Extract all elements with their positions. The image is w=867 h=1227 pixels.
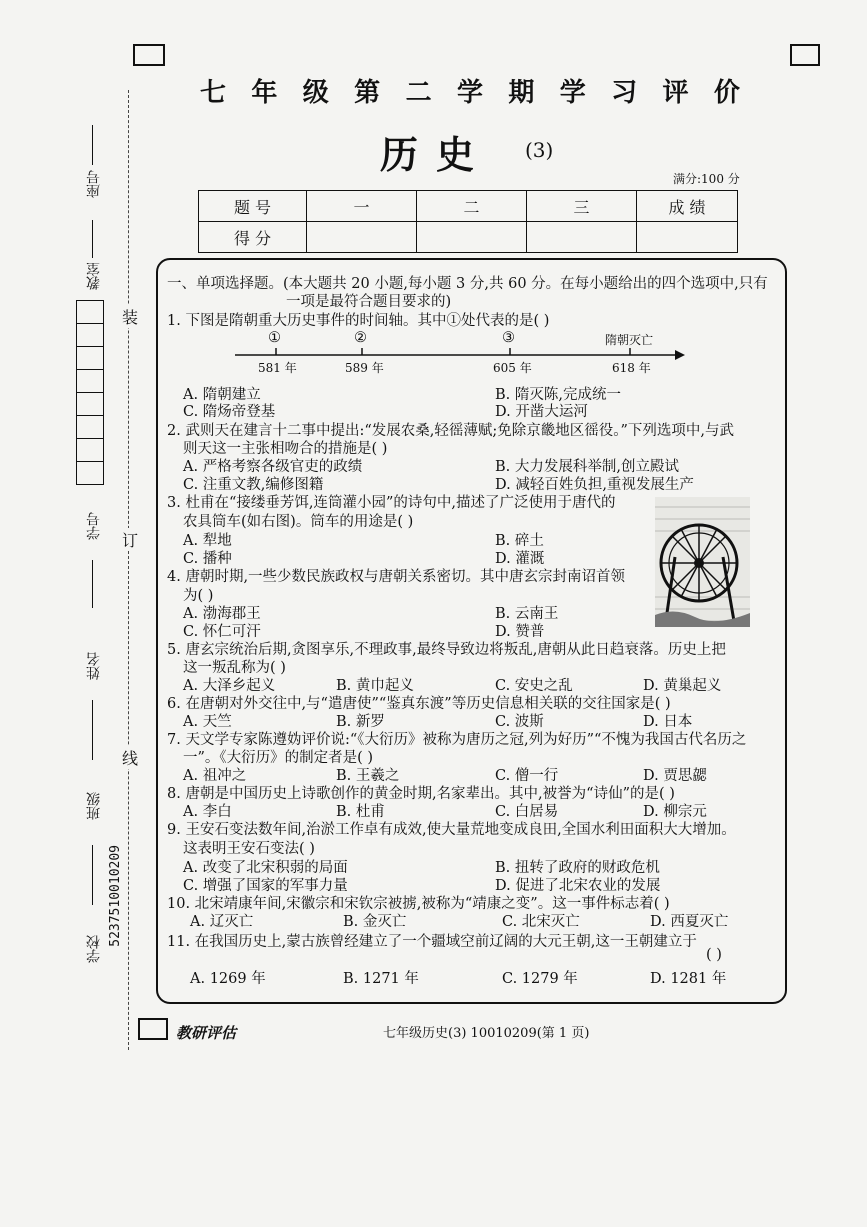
table-cell: 一	[307, 191, 417, 222]
corner-mark-left	[133, 44, 165, 66]
question-9-stem-cont: 这表明王安石变法( )	[183, 841, 315, 857]
option-d[interactable]: D. 柳宗元	[643, 804, 707, 820]
subject-title: 历史	[380, 132, 493, 177]
question-5-stem-cont: 这一叛乱称为( )	[183, 660, 286, 676]
timeline-year: 581 年	[258, 361, 297, 375]
student-id-line	[92, 560, 93, 608]
option-b[interactable]: B. 新罗	[336, 714, 385, 730]
table-cell: 成 绩	[637, 191, 738, 222]
full-score: 满分:100 分	[673, 172, 740, 186]
option-b[interactable]: B. 扭转了政府的财政危机	[495, 860, 660, 876]
option-d[interactable]: D. 日本	[643, 714, 693, 730]
option-c[interactable]: C. 注重文教,编修图籍	[183, 477, 324, 493]
option-d[interactable]: D. 灌溉	[495, 551, 545, 567]
score-table-header-row	[199, 191, 738, 222]
title-char: 学	[456, 78, 483, 108]
seat-label: 座号	[86, 170, 102, 198]
title-char: 二	[405, 78, 432, 108]
score-table-score-row	[199, 222, 738, 253]
title-char: 学	[559, 78, 586, 108]
corner-mark-right	[790, 44, 820, 66]
option-b[interactable]: B. 碎土	[495, 533, 544, 549]
school-label: 学校	[86, 935, 102, 963]
page-footer: 七年级历史(3) 10010209(第 1 页)	[383, 1026, 590, 1041]
option-b[interactable]: B. 云南王	[495, 606, 559, 622]
question-9-stem: 9. 王安石变法数年间,治淤工作卓有成效,使大量荒地变成良田,全国水利田面积大大增加。	[167, 822, 736, 838]
exam-number-grid	[76, 300, 104, 485]
question-7-stem: 7. 天文学专家陈遵妫评价说:“《大衍历》被称为唐历之冠,列为好历”“不愧为我国古代名历之	[167, 732, 747, 748]
timeline-year: 618 年	[612, 361, 651, 375]
score-input-cell[interactable]	[307, 222, 417, 253]
footer-mark	[138, 1018, 168, 1040]
title-char: 第	[354, 78, 381, 108]
section-heading-cont: 一项是最符合题目要求的)	[286, 294, 452, 310]
option-b[interactable]: B. 杜甫	[336, 804, 385, 820]
class-label: 班级	[86, 792, 102, 820]
option-b[interactable]: B. 王羲之	[336, 768, 400, 784]
binding-label-zhuang: 装	[122, 305, 138, 328]
option-a[interactable]: A. 天竺	[183, 714, 232, 730]
option-c[interactable]: C. 白居易	[495, 804, 559, 820]
option-a[interactable]: A. 李白	[183, 804, 232, 820]
timeline-mark-1: ①	[268, 330, 281, 346]
option-a[interactable]: A. 辽灭亡	[190, 914, 254, 930]
section-heading: 一、单项选择题。(本大题共 20 小题,每小题 3 分,共 60 分。在每小题给出的四个选项中,只有	[167, 276, 768, 292]
option-a[interactable]: A. 犁地	[183, 533, 232, 549]
timeline-year: 589 年	[345, 361, 384, 375]
seat-line	[92, 125, 93, 165]
paper-number: (3)	[525, 138, 554, 162]
option-a[interactable]: A. 1269 年	[190, 971, 266, 987]
option-c[interactable]: C. 播种	[183, 551, 232, 567]
question-7-stem-cont: 一”。《大衍历》的制定者是( )	[183, 750, 374, 766]
binding-label-xian: 线	[122, 746, 138, 769]
title-char: 评	[662, 78, 689, 108]
name-line	[92, 700, 93, 760]
question-5-stem: 5. 唐玄宗统治后期,贪图享乐,不理政事,最终导致边将叛乱,唐朝从此日趋衰落。历史上把	[167, 642, 726, 658]
option-b[interactable]: B. 隋灭陈,完成统一	[495, 387, 621, 403]
title-char: 期	[508, 78, 535, 108]
question-6-stem: 6. 在唐朝对外交往中,与“遣唐使”“鉴真东渡”等历史信息相关联的交往国家是( )	[167, 696, 671, 712]
title-char: 习	[611, 78, 638, 108]
room-label: 教室	[86, 262, 102, 290]
option-d[interactable]: D. 贾思勰	[643, 768, 707, 784]
answer-bracket: ( )	[706, 947, 722, 963]
timeline-mark-end: 隋朝灭亡	[605, 333, 654, 347]
score-input-cell[interactable]	[637, 222, 738, 253]
question-1-stem: 1. 下图是隋朝重大历史事件的时间轴。其中①处代表的是( )	[167, 313, 550, 329]
option-a[interactable]: A. 祖冲之	[183, 768, 247, 784]
question-4-stem: 4. 唐朝时期,一些少数民族政权与唐朝关系密切。其中唐玄宗封南诏首领	[167, 569, 626, 585]
class-line	[92, 845, 93, 905]
question-2-stem: 2. 武则天在建言十二事中提出:“发展农桑,轻徭薄赋;免除京畿地区徭役。”下列选项中,与武	[167, 423, 735, 439]
room-line	[92, 220, 93, 258]
option-c[interactable]: C. 安史之乱	[495, 678, 573, 694]
question-8-stem: 8. 唐朝是中国历史上诗歌创作的黄金时期,名家辈出。其中,被誉为“诗仙”的是( )	[167, 786, 675, 802]
table-cell: 二	[417, 191, 527, 222]
timeline-mark-2: ②	[354, 330, 367, 346]
option-c[interactable]: C. 僧一行	[495, 768, 559, 784]
table-cell: 三	[527, 191, 637, 222]
title-char: 级	[302, 78, 329, 108]
question-11-stem: 11. 在我国历史上,蒙古族曾经建立了一个疆域空前辽阔的大元王朝,这一王朝建立于	[167, 934, 697, 950]
option-a[interactable]: A. 隋朝建立	[183, 387, 261, 403]
question-2-stem-cont: 则天这一主张相吻合的措施是( )	[183, 441, 388, 457]
title-char: 七	[200, 78, 227, 108]
option-b[interactable]: B. 黄巾起义	[336, 678, 414, 694]
option-b[interactable]: B. 1271 年	[343, 971, 419, 987]
timeline-arrow	[675, 350, 685, 360]
option-c[interactable]: C. 隋炀帝登基	[183, 404, 276, 420]
option-a[interactable]: A. 严格考察各级官吏的政绩	[183, 459, 363, 475]
school-code: 5237510010209	[108, 845, 123, 947]
title-char: 年	[251, 78, 278, 108]
option-c[interactable]: C. 怀仁可汗	[183, 624, 261, 640]
student-id-label: 学号	[86, 512, 102, 540]
option-d[interactable]: D. 促进了北宋农业的发展	[495, 878, 661, 894]
score-input-cell[interactable]	[527, 222, 637, 253]
question-4-stem-cont: 为( )	[183, 588, 214, 604]
binding-label-ding: 订	[122, 528, 138, 551]
option-d[interactable]: D. 减轻百姓负担,重视发展生产	[495, 477, 694, 493]
option-d[interactable]: D. 西夏灭亡	[650, 914, 729, 930]
binding-dashed-line	[128, 90, 129, 1050]
name-label: 姓名	[86, 652, 102, 680]
option-a[interactable]: A. 改变了北宋积弱的局面	[183, 860, 348, 876]
option-c[interactable]: C. 1279 年	[502, 971, 578, 987]
publisher-brand: 教研评估	[176, 1024, 237, 1042]
option-a[interactable]: A. 大泽乡起义	[183, 678, 276, 694]
option-c[interactable]: C. 增强了国家的军事力量	[183, 878, 348, 894]
table-cell: 得 分	[199, 222, 307, 253]
question-3-stem-cont: 农具筒车(如右图)。筒车的用途是( )	[183, 514, 414, 530]
score-table	[198, 190, 738, 253]
option-d[interactable]: D. 开凿大运河	[495, 404, 588, 420]
option-a[interactable]: A. 渤海郡王	[183, 606, 261, 622]
question-3-stem: 3. 杜甫在“接缕垂芳饵,连筒灌小园”的诗句中,描述了广泛使用于唐代的	[167, 495, 616, 511]
option-d[interactable]: D. 赞普	[495, 624, 545, 640]
option-d[interactable]: D. 黄巢起义	[643, 678, 722, 694]
title-char: 价	[713, 78, 740, 108]
option-d[interactable]: D. 1281 年	[650, 971, 727, 987]
option-c[interactable]: C. 波斯	[495, 714, 544, 730]
question-10-stem: 10. 北宋靖康年间,宋徽宗和宋钦宗被掳,被称为“靖康之变”。这一事件标志着( )	[167, 896, 670, 912]
option-b[interactable]: B. 金灭亡	[343, 914, 407, 930]
timeline-mark-3: ③	[502, 330, 515, 346]
water-wheel-illustration	[655, 497, 750, 627]
option-c[interactable]: C. 北宋灭亡	[502, 914, 580, 930]
timeline-year: 605 年	[493, 361, 532, 375]
exam-title	[200, 72, 740, 109]
score-input-cell[interactable]	[417, 222, 527, 253]
option-b[interactable]: B. 大力发展科举制,创立殿试	[495, 459, 679, 475]
table-cell: 题 号	[199, 191, 307, 222]
